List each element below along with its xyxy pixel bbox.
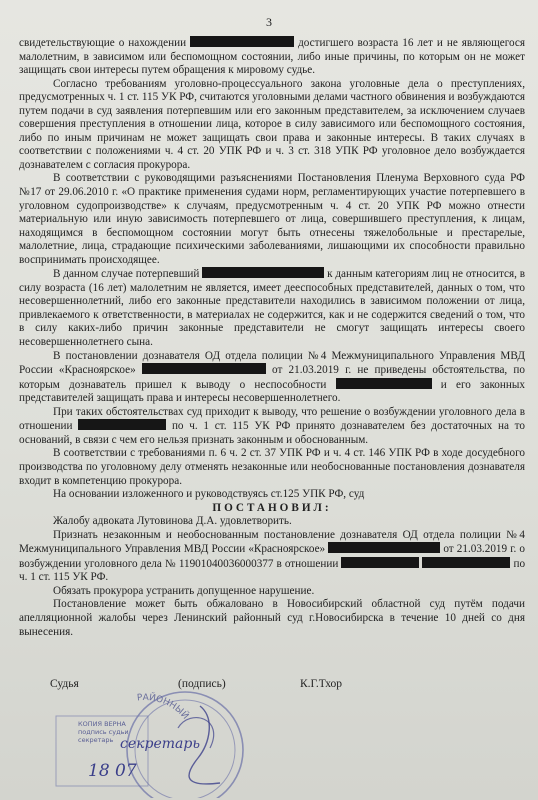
paragraph-3: В соответствии с руководящими разъяснениями Постановления Пленума Верховного суда РФ №17 от 29.06.2010 г. «О практике применения судами норм, регламентирующих участие потерпевшего в уголовном судопроизводстве» к случаям, предусмотренным ч. 4 ст. 20 УПК РФ можно отнести материальную или иную зависимость потерпевшего от лица, совершившего преступления, к лицам, находящимся в беспомощном состоянии могут быть отнесены тяжелобольные и престарелые, малолетние, лица, страдающие психическими заболеваниями, лишающими их способности правильно воспринимать происходящее. [19, 172, 525, 266]
text-fragment: свидетельствующие о нахождении [19, 37, 187, 49]
paragraph-9: Жалобу адвоката Лутовинова Д.А. удовлетворить. [53, 515, 292, 528]
text-fragment: и его законных представителей защищать права и интересы несовершеннолетнего. [19, 378, 525, 405]
paragraph-2: Согласно требованиям уголовно-процессуального закона уголовные дела о преступлениях, предусмотренных ч. 1 ст. 115 УК РФ, считаются уголовными делами частного обвинения и возбуждаются путем подачи в суд заявления потерпевшим или его законным представителем, за исключением случаев совершения преступления в отношении лица, которое в силу зависимого или беспомощного состояния, либо по иным причинам не может защищать свои права и законные интересы. В таких случаях в соответствии с положениями ч. 4 ст. 20 УПК РФ и ч. 3 ст. 318 УПК РФ уголовное дело возбуждается дознавателем с согласия прокурора. [19, 77, 526, 171]
text-fragment: В данном случае потерпевший [53, 268, 200, 281]
redaction-bar [341, 557, 419, 568]
redaction-bar [422, 557, 510, 568]
signature-caption: (подпись) [178, 678, 226, 690]
judge-name: К.Г.Тхор [300, 678, 343, 690]
text-fragment: В постановлении дознавателя ОД отдела полиции №4 Межмуниципального Управления МВД России «Красноярское» [19, 349, 525, 377]
stamp-line: подпись судьи [78, 728, 129, 736]
redaction-bar [328, 542, 440, 553]
redaction-bar [202, 267, 324, 278]
paragraph-11: Обязать прокурора устранить допущенное нарушение. [53, 584, 315, 597]
paragraph-8: На основании изложенного и руководствуясь ст.125 УПК РФ, суд [53, 488, 365, 501]
text-fragment: к данным категориям лиц не относится, в силу возраста (16 лет) малолетним не является, имеет дееспособных представителей, данных о том, что несовершеннолетний, либо его законные представители находились в зависимом положении от лица, привлекаемого к ответственности, в материалах не содержится, как и не содержится сведений о том, что в силу каких-либо причин законные представители не смогут защищать интересы своего несовершеннолетнего сына. [19, 268, 526, 349]
redaction-bar [142, 363, 266, 374]
text-fragment: по ч. 1 ст. 115 УК РФ. [19, 557, 526, 584]
redaction-bar [336, 378, 432, 389]
text-fragment: достигшего возраста 16 лет и не являющегося малолетним, в зависимом или беспомощном состоянии, либо иные причины, по которым он не может защищать свои интересы путем обращения к мировому судье. [19, 37, 526, 77]
paragraph-6 [19, 406, 525, 448]
text-fragment: по ч. 1 ст. 115 УК РФ принято дознавателем без достаточных на то оснований, в связи с чем его нельзя признать законным и обоснованным. [19, 420, 526, 446]
paragraph-12: Постановление может быть обжаловано в Новосибирский областной суд путём подачи апелляционной жалобы через Ленинский районный суд г.Новосибирска в течение 10 дней со дня вынесения. [19, 598, 525, 638]
paragraph-7: В соответствии с требованиями п. 6 ч. 2 ст. 37 УПК РФ и ч. 4 ст. 146 УПК РФ в ходе досудебного производства по уголовному делу отменять незаконные или необоснованные постановления дознавателя входит в компетенцию прокурора. [19, 447, 525, 487]
page-number: 3 [266, 15, 272, 29]
redaction-bar [78, 419, 166, 430]
text-fragment: При таких обстоятельствах суд приходит к выводу, что решение о возбуждении уголовного дела в отношении [19, 405, 525, 433]
stamp-copy-text: КОПИЯ ВЕРНА [78, 720, 126, 728]
text-fragment: от 21.03.2019 г. о возбуждении уголовного дела № 11901040036000377 в отношении [19, 543, 525, 570]
text-fragment: от 21.03.2019 г. не приведены обстоятельства, по которым дознаватель пришел к выводу о неспособности [19, 364, 525, 391]
stamp-arc-text: РАЙОННЫЙ [136, 692, 191, 722]
text-fragment: Признать незаконным и необоснованным постановление дознавателя ОД отдела полиции №4 Межмуниципального Управления МВД России «Красноярское» [19, 528, 525, 556]
document-body [19, 36, 525, 639]
handwritten-date: 18 07 [88, 761, 137, 781]
paragraph-1 [19, 36, 525, 78]
redaction-bar [190, 36, 294, 47]
resolution-heading: ПОСТАНОВИЛ: [212, 501, 332, 514]
paragraph-5 [19, 350, 525, 406]
paragraph-4 [19, 267, 525, 349]
paragraph-10 [19, 529, 525, 585]
judge-label: Судья [50, 678, 79, 690]
stamp-line: секретарь [78, 736, 114, 744]
handwritten-role: секретарь [120, 736, 200, 752]
